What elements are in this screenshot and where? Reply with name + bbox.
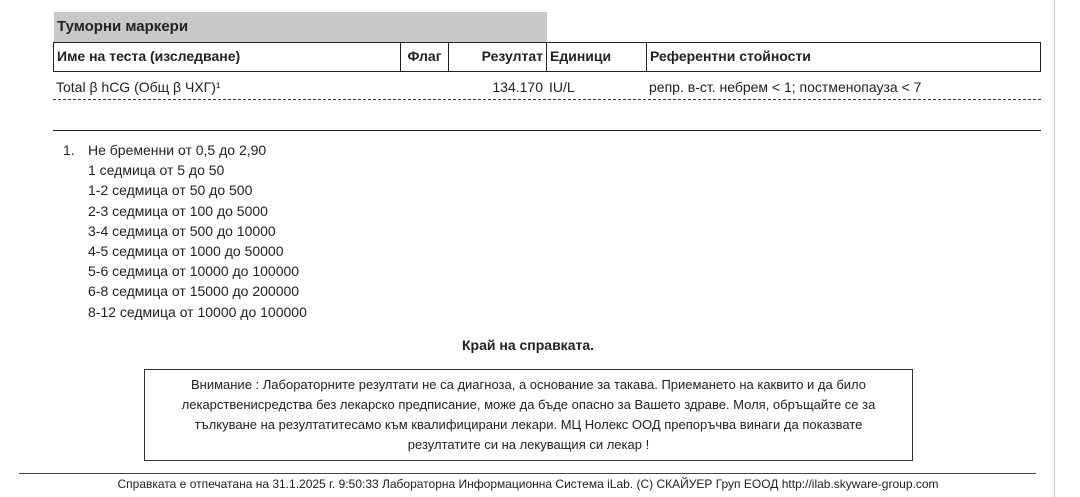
warning-line: лекарственисредства без лекарско предписание, може да бъде опасно за Вашето здраве. Моля, обръщайте се за (181, 397, 876, 412)
footnote-line: 3-4 седмица от 500 до 10000 (88, 222, 276, 239)
header-units: Единици (547, 43, 647, 71)
header-reference: Референтни стойности (650, 48, 811, 64)
footer-divider (19, 473, 1036, 474)
warning-box (144, 369, 913, 461)
warning-line: Внимание : Лабораторните резултати не са диагноза, а основание за такава. Приемането на каквито и да било (190, 377, 867, 392)
footnote-line: 5-6 седмица от 10000 до 100000 (88, 263, 300, 280)
footnote-line: 8-12 седмица от 10000 до 100000 (88, 303, 307, 320)
end-of-report: Край на справката. (461, 337, 595, 353)
footnote-number: 1. (63, 142, 75, 158)
footnote-line: 1 седмица от 5 до 50 (88, 162, 225, 179)
header-result: Резултат (449, 43, 547, 71)
footnote-line: 1-2 седмица от 50 до 500 (88, 182, 253, 199)
row-test-name: Total β hCG (Общ β ЧХГ)¹ (56, 79, 221, 95)
section-title: Туморни маркери (54, 12, 547, 42)
print-footer: Справката е отпечатана на 31.1.2025 г. 9:50:33 Лабораторна Информационна Система iLab. (C) СКАЙУЕР Груп ЕООД http://ilab.skyware-group.com (117, 477, 939, 491)
footnote-line: 2-3 седмица от 100 до 5000 (88, 202, 268, 219)
row-flag (400, 74, 448, 99)
section-divider (53, 130, 1041, 131)
row-result: 134.170 (492, 79, 543, 95)
row-reference: репр. в-ст. небрем < 1; постменопауза < 7 (649, 79, 922, 95)
results-table-header (53, 42, 1041, 72)
footnote-line: 6-8 седмица от 15000 до 200000 (88, 283, 300, 300)
footnote-list (63, 140, 307, 322)
header-test-name: Име на теста (изследване) (54, 43, 401, 71)
table-row (53, 74, 1041, 100)
header-flag: Флаг (401, 43, 449, 71)
footnote-line: 4-5 седмица от 1000 до 50000 (88, 243, 284, 260)
warning-line: тълкуване на резултатитесамо към квалифицирани лекари. МЦ Нолекс ООД препоръчва винаги да показвате (194, 417, 863, 432)
warning-line: резултатите си на лекуващия си лекар ! (407, 437, 650, 452)
row-units: IU/L (549, 79, 575, 95)
page-edge (1054, 0, 1055, 497)
footnote-line: Не бременни от 0,5 до 2,90 (88, 142, 267, 158)
